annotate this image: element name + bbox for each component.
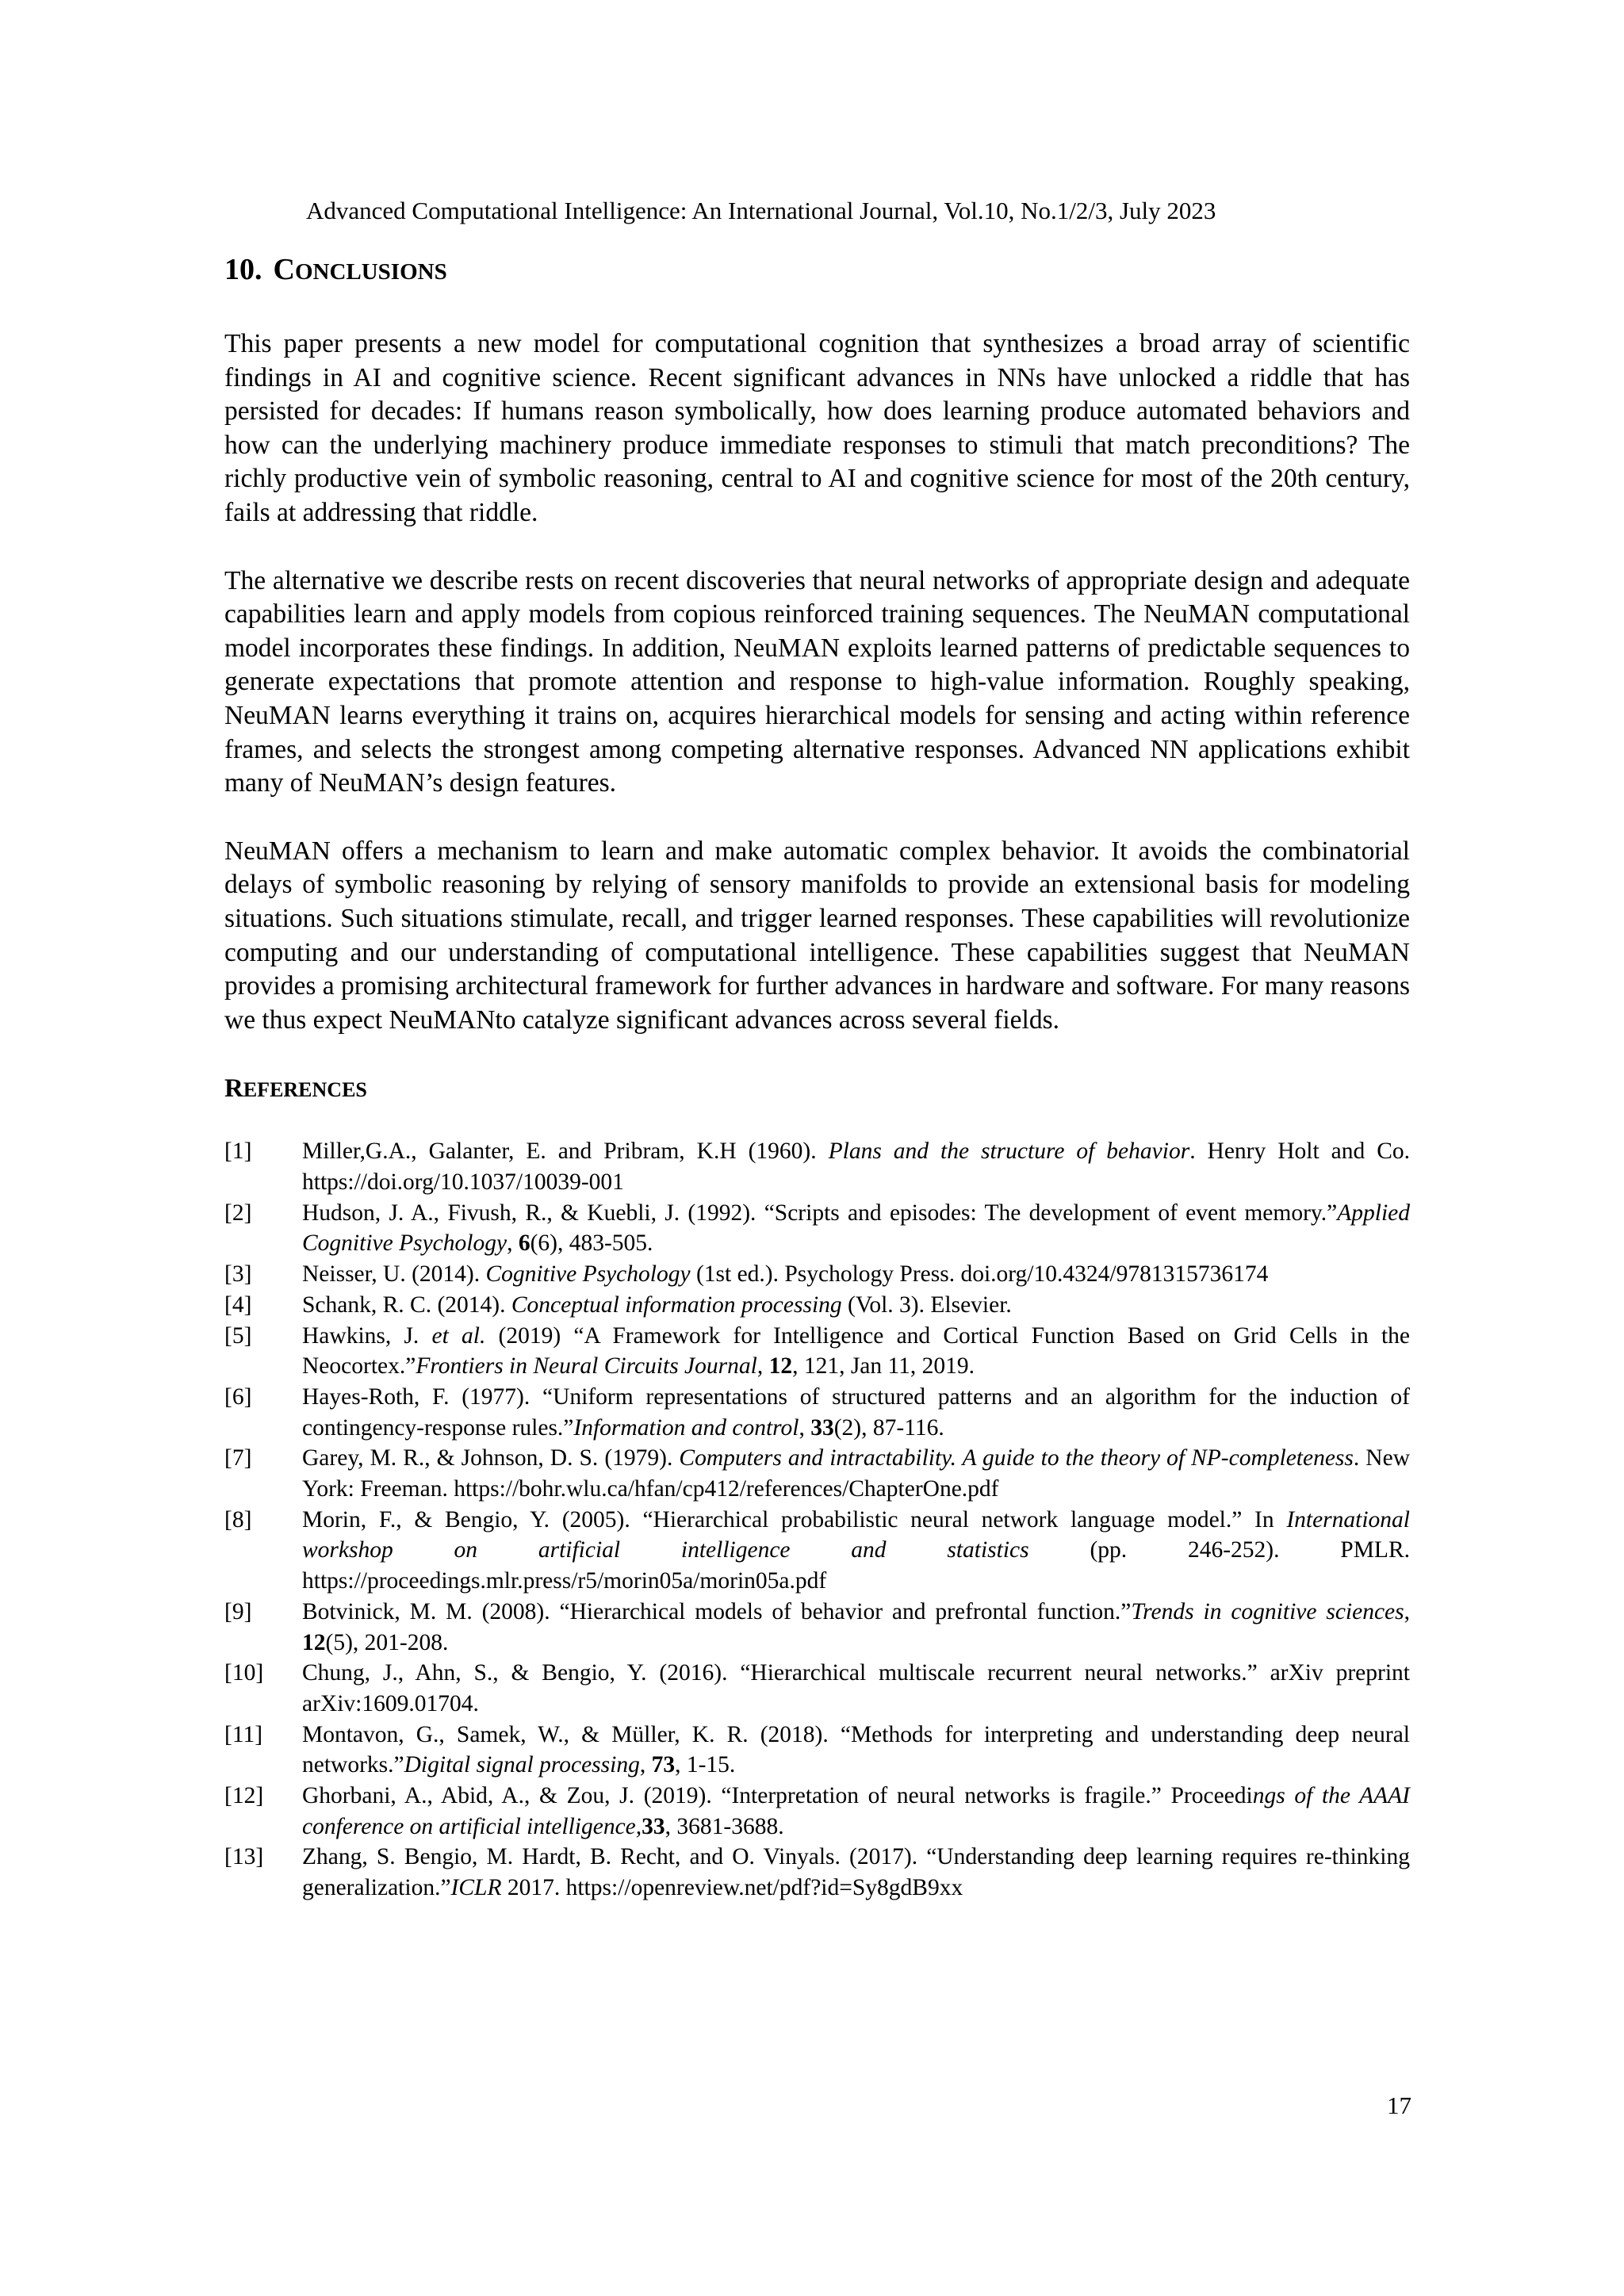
reference-text-segment: Hudson, J. A., Fivush, R., & Kuebli, J. (1992). “Scripts and episodes: The development of event memory.” (302, 1200, 1338, 1226)
reference-item (224, 1136, 1410, 1197)
reference-text (302, 1321, 1410, 1382)
reference-text-segment: (2), 87-116. (833, 1414, 944, 1441)
reference-text-segment: 6 (518, 1230, 530, 1257)
reference-item (224, 1259, 1410, 1290)
reference-text-segment: Trends in cognitive sciences (1131, 1598, 1404, 1624)
reference-item (224, 1658, 1410, 1719)
reference-item (224, 1382, 1410, 1443)
reference-text (302, 1259, 1410, 1290)
reference-text-segment: Ghorbani, A., Abid, A., & Zou, J. (2019). “Interpretation of neural networks is fragile.” Proceedi (302, 1783, 1253, 1809)
reference-item (224, 1321, 1410, 1382)
reference-text-segment: Zhang, S. Bengio, M. Hardt, B. Recht, and O. Vinyals. (2017). “Understanding deep learning requires re-thinking generalization.” (302, 1844, 1410, 1901)
section-title-rest: ONCLUSIONS (294, 259, 447, 285)
reference-text (302, 1597, 1410, 1658)
reference-text-segment: (pp. 246-252). PMLR. https://proceedings.mlr.press/r5/morin05a/morin05a.pdf (302, 1537, 1410, 1594)
reference-number: [12] (224, 1783, 264, 1809)
reference-number: [1] (224, 1138, 252, 1165)
reference-number: [4] (224, 1292, 252, 1318)
reference-text-segment: (2019) “A Framework for Intelligence and Cortical Function Based on Grid Cells in the Neocortex.” (302, 1322, 1410, 1380)
reference-text (302, 1290, 1410, 1321)
page-content (224, 251, 1410, 1904)
reference-text-segment: 73 (651, 1752, 676, 1778)
reference-text-segment: (1st ed.). Psychology Press. doi.org/10.4324/9781315736174 (690, 1261, 1269, 1288)
conclusions-paragraph-1: This paper presents a new model for computational cognition that synthesizes a broad array of scientific findings in AI and cognitive science. Recent significant advances in NNs have unlocked a riddle that has persisted for decades: If humans reason symbolically, how does learning produce automated behaviors and how can the underlying machinery produce immediate responses to stimuli that match preconditions? The richly productive vein of symbolic reasoning, central to AI and cognitive science for most of the 20th century, fails at addressing that riddle. (224, 329, 1410, 527)
conclusions-paragraph-2: The alternative we describe rests on recent discoveries that neural networks of appropriate design and adequate capabilities learn and apply models from copious reinforced training sequences. The NeuMAN computational model incorporates these findings. In addition, NeuMAN exploits learned patterns of predictable sequences to generate expectations that promote attention and response to high-value information. Roughly speaking, NeuMAN learns everything it trains on, acquires hierarchical models for sensing and acting within reference frames, and selects the strongest among competing alternative responses. Advanced NN applications exhibit many of NeuMAN’s design features. (224, 565, 1410, 798)
reference-number: [11] (224, 1721, 263, 1747)
reference-text (302, 1842, 1410, 1903)
reference-text-segment: 12 (302, 1629, 326, 1655)
reference-text-segment: Schank, R. C. (2014). (302, 1292, 511, 1318)
reference-text (302, 1720, 1410, 1781)
reference-number: [3] (224, 1261, 252, 1288)
references-title-initial: R (224, 1074, 243, 1104)
reference-text (302, 1658, 1410, 1719)
reference-text-segment: . Henry Holt and Co. https://doi.org/10.1037/10039-001 (302, 1138, 1410, 1195)
reference-number: [2] (224, 1200, 252, 1226)
reference-number: [9] (224, 1598, 252, 1624)
reference-text-segment: Morin, F., & Bengio, Y. (2005). “Hierarchical probabilistic neural network language model.” In (302, 1506, 1287, 1533)
reference-text-segment: , (799, 1414, 811, 1441)
reference-text-segment: 33 (810, 1414, 834, 1441)
reference-text-segment: , (639, 1752, 652, 1778)
reference-item (224, 1290, 1410, 1321)
reference-text-segment: Cognitive Psychology (485, 1261, 691, 1288)
reference-text-segment: Garey, M. R., & Johnson, D. S. (1979). (302, 1445, 680, 1471)
reference-text-segment: Conceptual information processing (511, 1292, 842, 1318)
reference-text-segment: ngs of the AAAI conference on artificial intelligence, (302, 1783, 1410, 1839)
reference-item (224, 1781, 1410, 1842)
reference-text-segment: Frontiers in Neural Circuits Journal (416, 1353, 757, 1380)
reference-text-segment: , 1-15. (675, 1752, 736, 1778)
reference-text-segment: , 3681-3688. (665, 1813, 784, 1839)
reference-text-segment: (5), 201-208. (325, 1629, 449, 1655)
running-header: Advanced Computational Intelligence: An International Journal, Vol.10, No.1/2/3, July 2023 (306, 197, 1216, 224)
reference-number: [6] (224, 1383, 252, 1410)
section-number: 10. (224, 253, 262, 286)
reference-text-segment: Computers and intractability. A guide to the theory of NP-completeness (679, 1445, 1354, 1471)
reference-text-segment: Applied Cognitive Psychology (302, 1200, 1410, 1257)
reference-text-segment: Hayes-Roth, F. (1977). “Uniform representations of structured patterns and an algorithm for the induction of contingency-response rules.” (302, 1383, 1410, 1441)
reference-text-segment: , (756, 1353, 769, 1380)
conclusions-heading (224, 251, 1410, 291)
reference-text (302, 1198, 1410, 1259)
reference-text-segment: Information and control (573, 1414, 799, 1441)
reference-text-segment: (Vol. 3). Elsevier. (841, 1292, 1012, 1318)
reference-text (302, 1505, 1410, 1597)
reference-text-segment: (6), 483-505. (530, 1230, 653, 1257)
section-title-initial: C (273, 253, 295, 286)
reference-text-segment: , (1404, 1598, 1410, 1624)
reference-text (302, 1382, 1410, 1443)
reference-text-segment: Botvinick, M. M. (2008). “Hierarchical models of behavior and prefrontal function.” (302, 1598, 1132, 1624)
reference-item (224, 1443, 1410, 1504)
references-title-rest: EFERENCES (243, 1078, 367, 1102)
reference-item (224, 1842, 1410, 1903)
reference-text-segment: Digital signal processing (404, 1752, 640, 1778)
reference-text-segment: 12 (768, 1353, 793, 1380)
reference-number: [7] (224, 1445, 252, 1471)
reference-item (224, 1597, 1410, 1658)
reference-text-segment: International workshop on artificial intelligence and statistics (302, 1506, 1410, 1563)
reference-text-segment: Miller,G.A., Galanter, E. and Pribram, K.H (1960). (302, 1138, 829, 1165)
reference-text-segment: , (507, 1230, 519, 1257)
reference-text-segment: Neisser, U. (2014). (302, 1261, 486, 1288)
reference-text-segment: . New York: Freeman. https://bohr.wlu.ca/hfan/cp412/references/ChapterOne.pdf (302, 1445, 1411, 1502)
reference-number: [5] (224, 1322, 252, 1349)
references-heading (224, 1071, 1410, 1108)
reference-text-segment: et al. (431, 1322, 486, 1349)
reference-text-segment: ICLR (450, 1875, 502, 1901)
reference-number: [10] (224, 1660, 264, 1686)
reference-text-segment: Plans and the structure of behavior (828, 1138, 1190, 1165)
reference-text (302, 1443, 1410, 1504)
reference-number: [8] (224, 1506, 252, 1533)
reference-list (224, 1136, 1410, 1904)
reference-text (302, 1781, 1410, 1842)
page-number: 17 (1387, 2091, 1411, 2119)
reference-number: [13] (224, 1844, 264, 1870)
reference-text-segment: , 121, Jan 11, 2019. (792, 1353, 975, 1380)
reference-text (302, 1136, 1410, 1197)
conclusions-paragraph-3: NeuMAN offers a mechanism to learn and make automatic complex behavior. It avoids the combinatorial delays of symbolic reasoning by relying of sensory manifolds to provide an extensional basis for modeling situations. Such situations stimulate, recall, and trigger learned responses. These capabilities will revolutionize computing and our understanding of computational intelligence. These capabilities suggest that NeuMAN provides a promising architectural framework for further advances in hardware and software. For many reasons we thus expect NeuMANto catalyze significant advances across several fields. (224, 836, 1410, 1035)
reference-item (224, 1720, 1410, 1781)
reference-text-segment: 2017. https://openreview.net/pdf?id=Sy8gdB9xx (501, 1875, 963, 1901)
reference-text-segment: Montavon, G., Samek, W., & Müller, K. R. (2018). “Methods for interpreting and understanding deep neural networks.” (302, 1721, 1410, 1778)
reference-item (224, 1505, 1410, 1597)
reference-text-segment: Chung, J., Ahn, S., & Bengio, Y. (2016). “Hierarchical multiscale recurrent neural networks.” arXiv preprint arXiv:1609.01704. (302, 1660, 1410, 1716)
reference-text-segment: 33 (642, 1813, 665, 1839)
reference-text-segment: Hawkins, J. (302, 1322, 432, 1349)
reference-item (224, 1198, 1410, 1259)
